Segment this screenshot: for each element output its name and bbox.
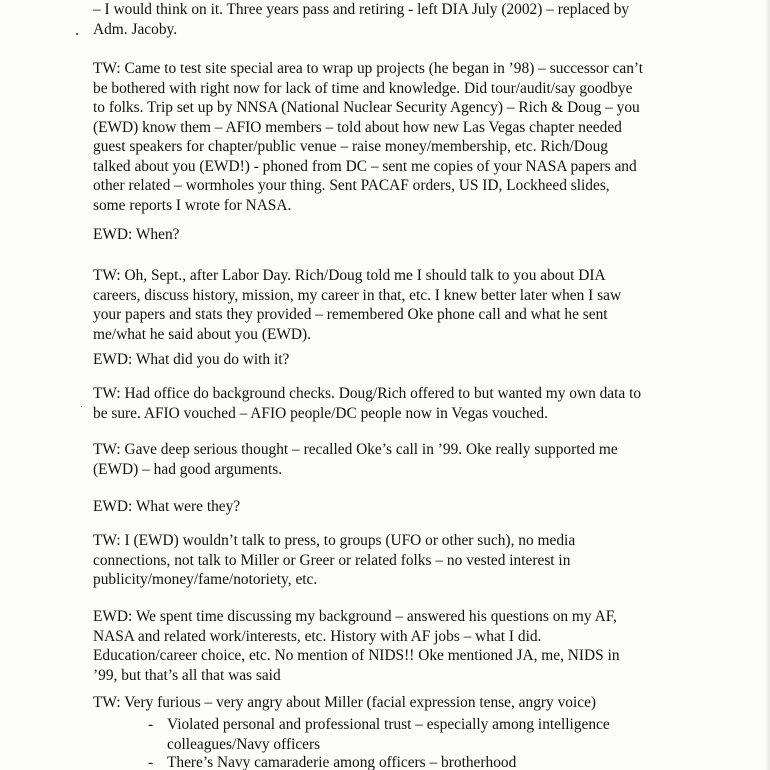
text-line: TW: Came to test site special area to wrap up projects (he began in ’98) – successor can’t	[93, 60, 644, 77]
paragraph-tw-thought	[93, 440, 743, 479]
text-line: EWD: What were they?	[93, 498, 241, 515]
text-line: publicity/money/fame/notoriety, etc.	[93, 571, 318, 588]
text-line: (EWD) – had good arguments.	[93, 460, 283, 478]
text-line: TW: I (EWD) wouldn’t talk to press, to groups (UFO or other such), no media	[93, 532, 576, 549]
text-line: Education/career choice, etc. No mention of NIDS!! Oke mentioned JA, me, NIDS in	[93, 647, 620, 664]
text-line: NASA and related work/interests, etc. History with AF jobs – what I did.	[93, 627, 542, 645]
text-line: connections, not talk to Miller or Greer or related folks – no vested interest in	[93, 551, 571, 569]
text-line: TW: Oh, Sept., after Labor Day. Rich/Doug told me I should talk to you about DIA	[93, 267, 606, 284]
text-line: EWD: What did you do with it?	[93, 351, 290, 368]
text-line: some reports I wrote for NASA.	[93, 196, 292, 214]
text-line: your papers and stats they provided – remembered Oke phone call and what he sent	[93, 306, 608, 323]
text-line: ’99, but that’s all that was said	[93, 666, 281, 684]
text-line: me/what he said about you (EWD).	[93, 325, 311, 343]
text-line: careers, discuss history, mission, my career in that, etc. I knew better later when I saw	[93, 286, 622, 304]
paragraph-ewd-what-did	[93, 350, 743, 370]
scan-speck	[81, 406, 82, 407]
paragraph-tw-press	[93, 531, 743, 590]
text-line: be sure. AFIO vouched – AFIO people/DC people now in Vegas vouched.	[93, 404, 548, 422]
text-line: guest speakers for chapter/public venue – raise money/membership, etc. Rich/Doug	[93, 138, 609, 155]
text-line: TW: Had office do background checks. Doug/Rich offered to but wanted my own data to	[93, 385, 642, 402]
paragraph-ewd-background	[93, 607, 743, 685]
paragraph-ewd-what-were	[93, 497, 743, 517]
text-line: other related – wormholes your thing. Sent PACAF orders, US ID, Lockheed slides,	[93, 177, 610, 194]
scan-edge-shadow	[764, 0, 770, 770]
paragraph-intro	[93, 0, 743, 39]
paragraph-tw-background	[93, 384, 743, 423]
text-line: colleagues/Navy officers	[167, 735, 321, 753]
text-line: – I would think on it. Three years pass and retiring - left DIA July (2002) – replaced by	[93, 1, 630, 18]
bullet-dash: -	[148, 716, 154, 733]
bullet-text	[167, 715, 610, 754]
paragraph-tw-sept	[93, 266, 743, 344]
text-line: Adm. Jacoby.	[93, 20, 178, 38]
text-line: be bothered with right now for lack of time and knowledge. Did tour/audit/say goodbye	[93, 79, 633, 97]
text-line: EWD: We spent time discussing my background – answered his questions on my AF,	[93, 608, 617, 625]
paragraph-tw-test-site	[93, 59, 743, 215]
text-line: talked about you (EWD!) - phoned from DC – sent me copies of your NASA papers and	[93, 157, 637, 175]
text-line: EWD: When?	[93, 226, 180, 243]
bullet-dash: -	[148, 754, 154, 770]
text-line: (EWD) know them – AFIO members – told about how new Las Vegas chapter needed	[93, 118, 622, 136]
text-line: TW: Very furious – very angry about Miller (facial expression tense, angry voice)	[93, 694, 597, 711]
scan-speck	[76, 33, 78, 35]
text-line: TW: Gave deep serious thought – recalled Oke’s call in ’99. Oke really supported me	[93, 441, 618, 458]
text-line: to folks. Trip set up by NNSA (National Nuclear Security Agency) – Rich & Doug – you	[93, 99, 640, 116]
paragraph-tw-furious	[93, 693, 743, 713]
text-line: There’s Navy camaraderie among officers – brotherhood	[167, 754, 517, 770]
text-line: Violated personal and professional trust – especially among intelligence	[167, 716, 610, 733]
bullet-text	[167, 753, 516, 770]
paragraph-ewd-when	[93, 225, 743, 245]
